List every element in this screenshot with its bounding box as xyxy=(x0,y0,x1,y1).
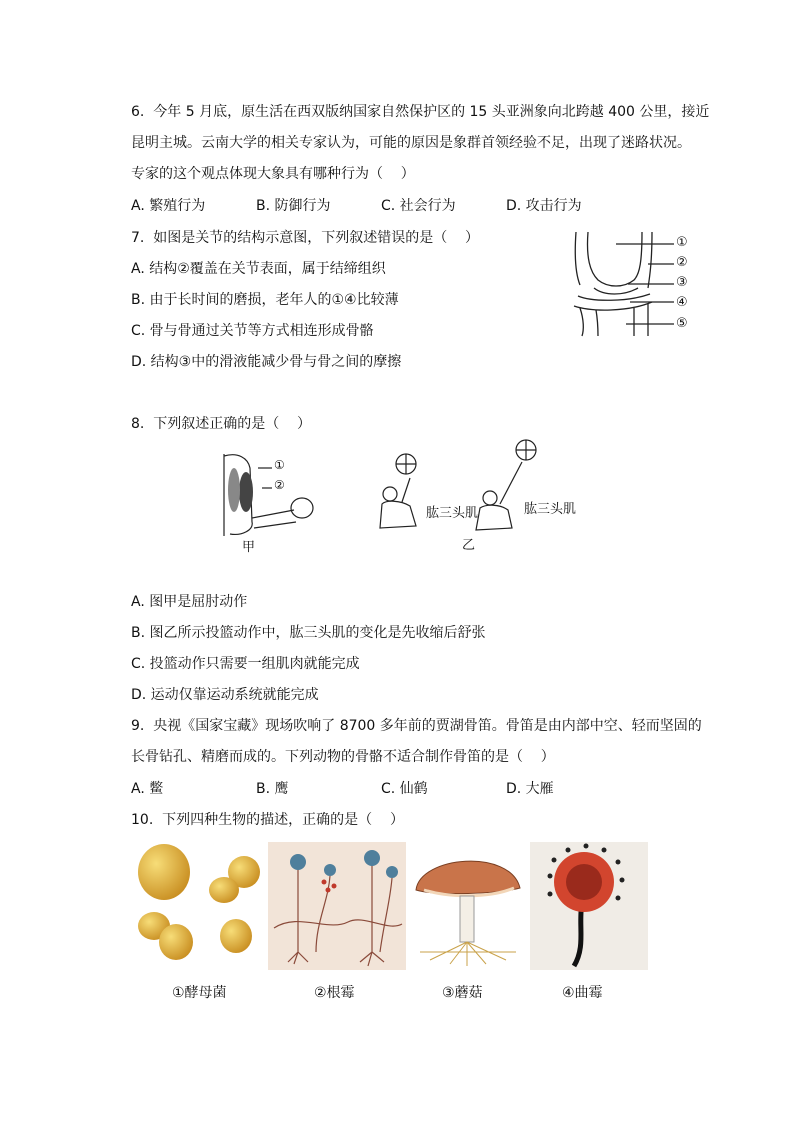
q9-line-1: 9. 央视《国家宝藏》现场吹响了 8700 多年前的贾湖骨笛。骨笛是由内部中空、轻而坚固的 xyxy=(131,718,702,734)
q9-option-a[interactable]: A. 鳖 xyxy=(131,781,164,797)
q8-option-d[interactable]: D. 运动仅靠运动系统就能完成 xyxy=(131,687,319,703)
rhizopus-spore-3 xyxy=(332,884,337,889)
basketball-figure-yi xyxy=(376,436,586,554)
player-right-head xyxy=(483,491,497,505)
joint-label-1: ① xyxy=(676,235,688,250)
q6-line-2: 昆明主城。云南大学的相关专家认为，可能的原因是象群首领经验不足，出现了迷路状况。 xyxy=(131,135,691,151)
mushroom-stem xyxy=(460,896,474,942)
rhizopus-spore-1 xyxy=(322,880,327,885)
caption-yeast: ①酵母菌 xyxy=(172,985,227,1001)
player-right-arm xyxy=(500,462,522,504)
yeast-cell-3 xyxy=(159,924,193,960)
caption-aspergillus: ④曲霉 xyxy=(562,985,603,1001)
caption-rhizopus: ②根霉 xyxy=(314,985,355,1001)
rhizopus-stalk-1 xyxy=(288,868,308,964)
aspergillus-spore-9 xyxy=(548,892,553,897)
rhizopus-sporangium-1 xyxy=(290,854,306,870)
q9-line-2: 长骨钻孔、精磨而成的。下列动物的骨骼不适合制作骨笛的是（ ） xyxy=(131,749,555,765)
mushroom-svg xyxy=(410,842,526,970)
joint-lower-left xyxy=(580,308,583,336)
arm-figure-svg xyxy=(218,452,318,538)
fig-jia-caption: 甲 xyxy=(242,540,256,555)
joint-label-4: ④ xyxy=(676,295,688,310)
biceps-muscle xyxy=(239,472,253,512)
joint-label-2: ② xyxy=(676,255,688,270)
caption-mushroom: ③蘑菇 xyxy=(442,985,483,1001)
q8-option-a[interactable]: A. 图甲是屈肘动作 xyxy=(131,594,248,610)
rhizopus-stalk-4 xyxy=(380,878,392,952)
q6-line-3: 专家的这个观点体现大象具有哪种行为（ ） xyxy=(131,166,415,182)
q6-option-d[interactable]: D. 攻击行为 xyxy=(506,198,582,214)
mushroom-cap xyxy=(416,861,520,893)
q7-stem: 7. 如图是关节的结构示意图，下列叙述错误的是（ ） xyxy=(131,230,480,246)
fist-icon xyxy=(291,498,313,518)
q9-options xyxy=(131,779,691,799)
muscle-label-right: 肱三头肌 xyxy=(524,502,577,517)
arm-figure-jia xyxy=(218,452,318,555)
yeast-image xyxy=(132,842,267,970)
aspergillus-vesicle xyxy=(566,864,602,900)
mushroom-image xyxy=(410,842,526,970)
q8-stem: 8. 下列叙述正确的是（ ） xyxy=(131,416,312,432)
rhizopus-sporangium-4 xyxy=(386,866,398,878)
rhizopus-sporangium-3 xyxy=(364,850,380,866)
aspergillus-image xyxy=(530,842,648,970)
q8-option-c[interactable]: C. 投篮动作只需要一组肌肉就能完成 xyxy=(131,656,360,672)
q6-line-1: 6. 今年 5 月底，原生活在西双版纳国家自然保护区的 15 头亚洲象向北跨越 400 公里，接近 xyxy=(131,104,710,120)
joint-label-5: ⑤ xyxy=(676,316,688,331)
q7-option-c[interactable]: C. 骨与骨通过关节等方式相连形成骨骼 xyxy=(131,323,374,339)
basketball-figure-svg xyxy=(376,436,586,532)
q6-option-c[interactable]: C. 社会行为 xyxy=(381,198,456,214)
joint-cartilage-lower xyxy=(574,302,652,310)
aspergillus-spore-3 xyxy=(566,848,571,853)
aspergillus-spore-5 xyxy=(602,848,607,853)
forearm-bottom xyxy=(254,522,296,528)
rhizopus-stolon xyxy=(274,920,402,928)
rhizopus-svg xyxy=(268,842,406,970)
q6-option-a[interactable]: A. 繁殖行为 xyxy=(131,198,206,214)
forearm-top xyxy=(252,510,294,518)
triceps-muscle xyxy=(228,468,240,512)
player-left-arm xyxy=(402,478,410,502)
rhizopus-sporangium-2 xyxy=(324,864,336,876)
joint-cavity xyxy=(578,294,650,300)
aspergillus-spore-8 xyxy=(616,896,621,901)
yeast-cell-1 xyxy=(138,844,190,900)
aspergillus-spore-1 xyxy=(548,874,553,879)
aspergillus-spore-7 xyxy=(620,878,625,883)
rhizopus-image xyxy=(268,842,406,970)
yeast-cell-6 xyxy=(220,919,252,953)
q9-option-d[interactable]: D. 大雁 xyxy=(506,781,554,797)
arm-label-2: ② xyxy=(274,478,285,492)
q9-option-b[interactable]: B. 鹰 xyxy=(256,781,289,797)
joint-cartilage-upper xyxy=(594,288,638,294)
q10-stem: 10. 下列四种生物的描述，正确的是（ ） xyxy=(131,812,404,828)
joint-diagram xyxy=(568,230,698,338)
yeast-svg xyxy=(132,842,267,970)
q7-option-b[interactable]: B. 由于长时间的磨损，老年人的①④比较薄 xyxy=(131,292,399,308)
rhizopus-stalk-2 xyxy=(316,876,330,952)
player-left-head xyxy=(383,487,397,501)
joint-outer-left xyxy=(575,232,580,285)
fig-yi-caption: 乙 xyxy=(462,538,476,553)
joint-outer-right xyxy=(648,232,652,288)
joint-upper-bone xyxy=(587,232,642,286)
q7-option-d[interactable]: D. 结构③中的滑液能减少骨与骨之间的摩擦 xyxy=(131,354,402,370)
muscle-label-left: 肱三头肌 xyxy=(426,506,479,521)
arm-label-1: ① xyxy=(274,458,285,472)
joint-label-3: ③ xyxy=(676,275,688,290)
aspergillus-svg xyxy=(530,842,648,970)
q6-options xyxy=(131,196,691,216)
joint-lower-bone-left xyxy=(596,310,598,336)
player-left-body xyxy=(380,501,416,528)
aspergillus-spore-6 xyxy=(616,860,621,865)
rhizopus-spore-2 xyxy=(326,888,331,893)
q7-option-a[interactable]: A. 结构②覆盖在关节表面，属于结缔组织 xyxy=(131,261,386,277)
q8-option-b[interactable]: B. 图乙所示投篮动作中，肱三头肌的变化是先收缩后舒张 xyxy=(131,625,486,641)
q9-option-c[interactable]: C. 仙鹤 xyxy=(381,781,428,797)
q6-option-b[interactable]: B. 防御行为 xyxy=(256,198,331,214)
aspergillus-spore-4 xyxy=(584,844,589,849)
player-right-body xyxy=(476,505,512,530)
mushroom-mycelium xyxy=(430,942,506,966)
aspergillus-spore-2 xyxy=(552,858,557,863)
yeast-cell-5 xyxy=(209,877,239,903)
